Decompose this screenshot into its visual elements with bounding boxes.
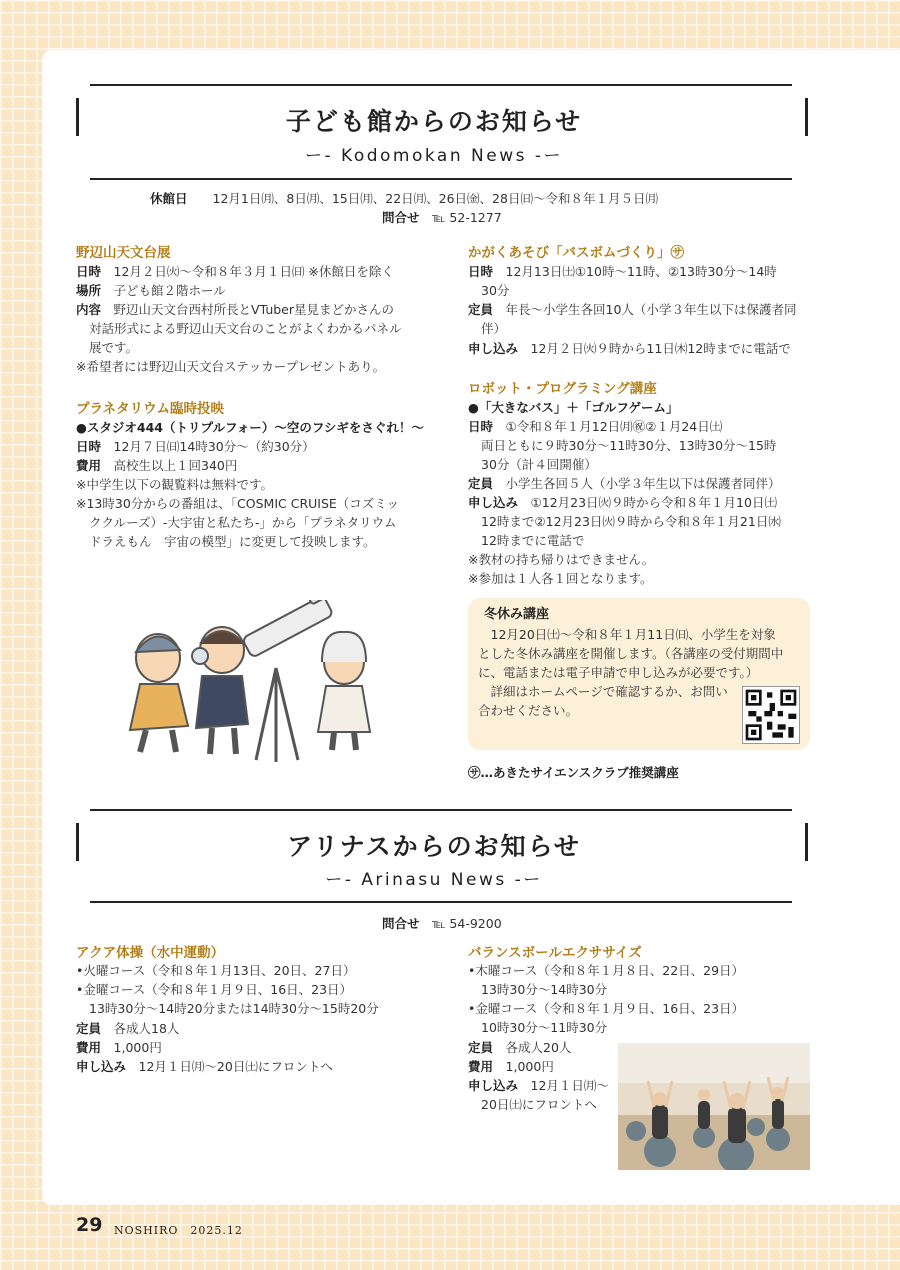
planetarium-note2-2: ククルーズ）-大宇宙と私たち-」から「プラネタリウム	[89, 515, 397, 530]
child-1-icon	[130, 634, 188, 752]
arinasu-subtitle: ー- Arinasu News -ー	[325, 870, 543, 890]
arinasu-header	[76, 809, 792, 903]
aqua-line2: •金曜コース（令和８年１月９日、16日、23日）	[76, 982, 353, 997]
observatory-content: 内容 野辺山天文台西村所長とVTuber星見まどかさんの	[76, 302, 395, 317]
robot-note1: ※教材の持ち帰りはできません。	[468, 552, 655, 567]
aqua-capacity: 定員 各成人18人	[76, 1021, 180, 1036]
planetarium-note1: ※中学生以下の観覧料は無料です。	[76, 477, 273, 492]
aqua-line1: •火曜コース（令和８年１月13日、20日、27日）	[76, 963, 356, 978]
bathbomb-capacity: 定員 年長～小学生各回10人（小学３年生以下は保護者同	[468, 302, 797, 317]
kodomokan-title: 子ども館からのお知らせ	[285, 107, 583, 136]
children-telescope-illustration	[116, 600, 378, 770]
balance-line1: •木曜コース（令和８年１月８日、22日、29日）	[468, 963, 745, 978]
planetarium-heading: プラネタリウム臨時投映	[76, 401, 224, 417]
kodomokan-header	[76, 84, 792, 180]
arinasu-contact: 問合せ ℡ 54-9200	[382, 916, 502, 931]
observatory-note: ※希望者には野辺山天文台ステッカープレゼントあり。	[76, 359, 386, 374]
kodomokan-subtitle: ー- Kodomokan News -ー	[304, 146, 563, 166]
balance-capacity: 定員 各成人20人	[468, 1040, 572, 1055]
robot-apply: 申し込み ①12月23日㈫９時から令和８年１月10日㈯	[468, 495, 777, 510]
winter-line4: 詳細はホームページで確認するか、お問い	[478, 684, 728, 699]
telescope-icon	[242, 600, 334, 762]
observatory-heading: 野辺山天文台展	[76, 245, 171, 261]
winter-line1: 12月20日㈯～令和８年１月11日㈰、小学生を対象	[478, 627, 776, 642]
balance-ball-photo	[618, 1043, 810, 1170]
observatory-place: 場所 子ども館２階ホール	[76, 283, 226, 298]
closed-days: 休館日 12月1日㈪、8日㈪、15日㈪、22日㈪、26日㈮、28日㈰～令和８年１月５日㈪	[150, 191, 658, 206]
winter-heading: 冬休み講座	[484, 607, 550, 622]
observatory-content-2: 対話形式による野辺山天文台のことがよくわかるパネル	[89, 321, 402, 336]
robot-program: ●「大きなバス」＋「ゴルフゲーム」	[468, 400, 679, 415]
planetarium-date: 日時 12月７日㈰14時30分～（約30分）	[76, 439, 315, 454]
child-2-icon	[192, 627, 248, 754]
balance-line3: •金曜コース（令和８年１月９日、16日、23日）	[468, 1001, 745, 1016]
bathbomb-apply: 申し込み 12月２日㈫９時から11日㈭12時までに電話で	[468, 341, 791, 356]
balance-heading: バランスボールエクササイズ	[468, 945, 642, 961]
robot-capacity: 定員 小学生各回５人（小学３年生以下は保護者同伴）	[468, 476, 781, 491]
aqua-line3: 13時30分～14時20分または14時30分～15時20分	[89, 1001, 379, 1016]
qr-code-icon[interactable]	[742, 686, 800, 744]
robot-apply-3: 12時までに電話で	[481, 533, 585, 548]
aqua-apply: 申し込み 12月１日㈪～20日㈯にフロントへ	[76, 1059, 333, 1074]
robot-apply-2: 12時まで②12月23日㈫９時から令和８年１月21日㈬	[481, 514, 781, 529]
bathbomb-capacity-2: 伴）	[481, 321, 507, 336]
science-club-note: ㋚…あきたサイエンスクラブ推奨講座	[468, 765, 679, 780]
kodomokan-contact: 問合せ ℡ 52-1277	[382, 210, 502, 225]
robot-date-2: 両日ともに９時30分～11時30分、13時30分～15時	[481, 438, 777, 453]
robot-note2: ※参加は１人各１回となります。	[468, 571, 653, 586]
robot-date: 日時 ①令和８年１月12日㈪㊗②１月24日㈯	[468, 419, 723, 434]
robot-date-3: 30分（計４回開催）	[481, 457, 597, 472]
bathbomb-heading: かがくあそび「バスボムづくり」㋚	[468, 245, 684, 261]
balance-fee: 費用 1,000円	[468, 1059, 554, 1074]
page-number: 29	[76, 1214, 103, 1236]
planetarium-program: ●スタジオ444（トリプルフォー）～空のフシギをさぐれ！～	[76, 420, 424, 435]
balance-line2: 13時30分～14時30分	[481, 982, 608, 997]
balance-line4: 10時30分～11時30分	[481, 1020, 608, 1035]
bathbomb-date-2: 30分	[481, 283, 510, 298]
observatory-date: 日時 12月２日㈫～令和８年３月１日㈰ ※休館日を除く	[76, 264, 394, 279]
balance-apply: 申し込み 12月１日㈪～	[468, 1078, 609, 1093]
child-3-icon	[318, 632, 370, 750]
observatory-content-3: 展です。	[89, 340, 139, 355]
aqua-heading: アクア体操（水中運動）	[76, 945, 225, 961]
aqua-fee: 費用 1,000円	[76, 1040, 162, 1055]
planetarium-fee: 費用 高校生以上１回340円	[76, 458, 238, 473]
winter-line2: とした冬休み講座を開催します。（各講座の受付期間中	[478, 646, 784, 661]
bathbomb-date: 日時 12月13日㈯①10時～11時、②13時30分～14時	[468, 264, 777, 279]
magazine-name: NOSHIRO 2025.12	[114, 1224, 243, 1237]
balance-apply-2: 20日㈯にフロントへ	[481, 1097, 597, 1112]
robot-heading: ロボット・プログラミング講座	[468, 381, 657, 397]
planetarium-note2: ※13時30分からの番組は、「COSMIC CRUISE（コズミッ	[76, 496, 400, 511]
winter-line3: に、電話または電子申請で申し込みが必要です。）	[478, 665, 759, 680]
arinasu-title: アリナスからのお知らせ	[287, 832, 581, 861]
planetarium-note2-3: ドラえもん 宇宙の模型」に変更して投映します。	[89, 534, 376, 549]
winter-line5: 合わせください。	[478, 703, 579, 718]
